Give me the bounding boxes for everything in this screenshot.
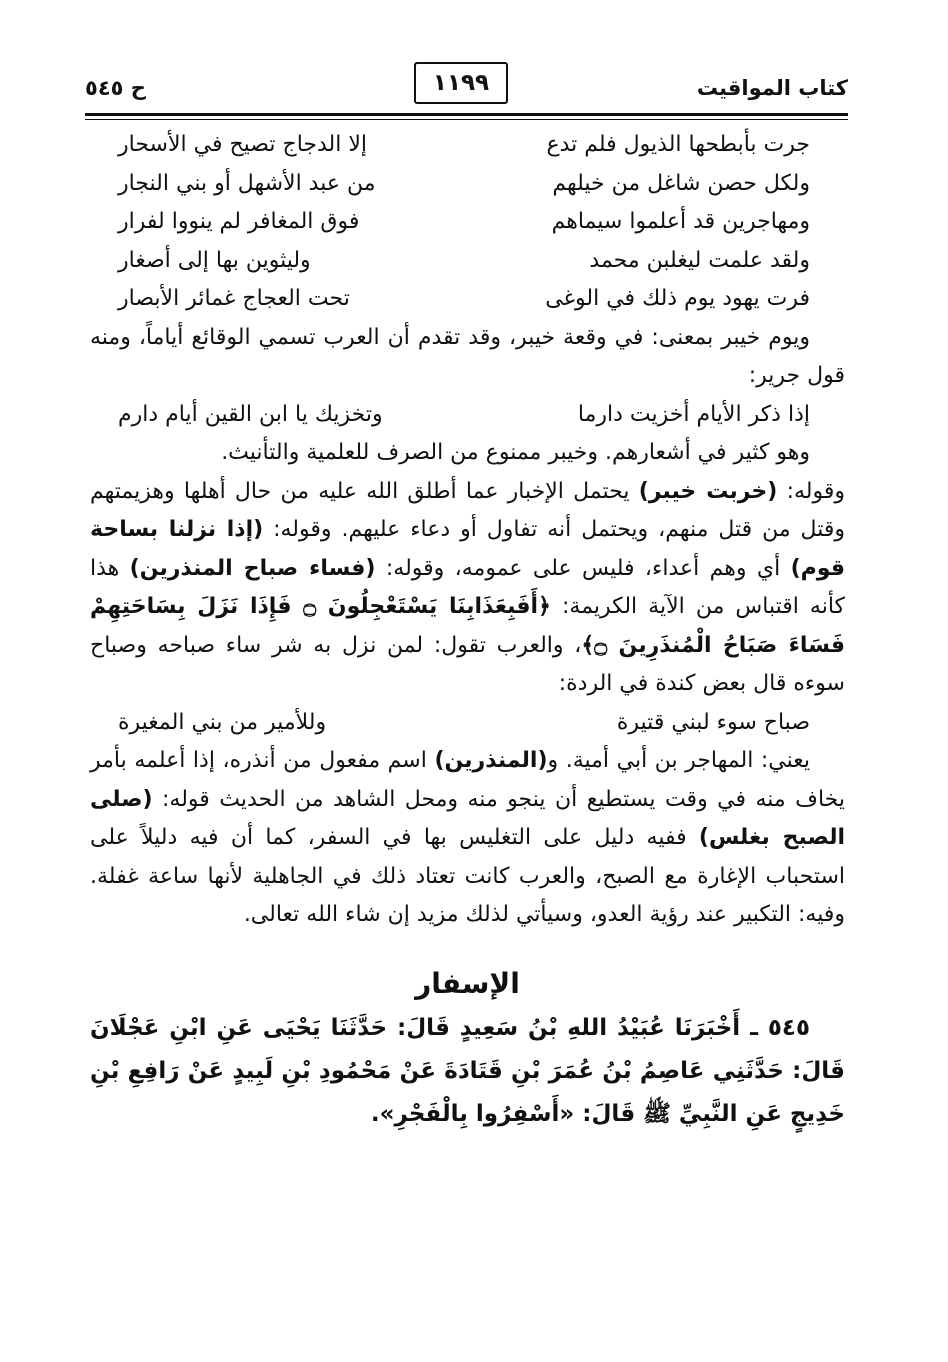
page-header (85, 62, 848, 118)
poem-verse (90, 165, 845, 204)
text-run: ، والعرب تقول: لمن نزل به شر ساء صباحه وصباح سوءه قال بعض كندة في الردة: (90, 632, 845, 696)
quran-verse: ﴿أَفَبِعَذَابِنَا يَسْتَعْجِلُونَ ۝ فَإِذَا نَزَلَ بِسَاحَتِهِمْ فَسَاءَ صَبَاحُ الْمُنذَرِينَ ۝﴾ (90, 594, 845, 658)
header-rule (85, 113, 848, 116)
verse-second-hemistich: وليثوين بها إلى أصغار (118, 247, 311, 273)
verse-first-hemistich: ولقد علمت ليغلبن محمد (589, 247, 810, 273)
hadith-text: ٥٤٥ ـ أَخْبَرَنَا عُبَيْدُ اللهِ بْنُ سَعِيدٍ قَالَ: حَدَّثَنَا يَحْيَى عَنِ ابْنِ عَجْلَانَ قَالَ: حَدَّثَنِي عَاصِمُ بْنُ عُمَرَ بْنِ قَتَادَةَ عَنْ مَحْمُودِ بْنِ لَبِيدٍ عَنْ رَافِعِ بْنِ خَدِيجٍ عَنِ النَّبِيِّ ﷺ قَالَ: «أَسْفِرُوا بِالْفَجْرِ». (90, 1014, 845, 1127)
verse-second-hemistich: تحت العجاج غمائر الأبصار (118, 286, 350, 311)
text-run: وقوله: (777, 478, 845, 504)
text-run: يعني: المهاجر بن أبي أمية. و (547, 748, 810, 773)
text-run: هذا كأنه اقتباس من الآية الكريمة: (90, 555, 845, 619)
section-heading: الإسفار (415, 966, 520, 1000)
hadith-reference: ح ٥٤٥ (85, 76, 146, 100)
bold-quote: (إذا نزلنا بساحة قوم) (90, 517, 846, 581)
paragraph: وهو كثير في أشعارهم. وخيبر ممنوع من الصرف للعلمية والتأنيث. (221, 440, 810, 465)
paragraph: ويوم خيبر بمعنى: في وقعة خيبر، وقد تقدم أن العرب تسمي الوقائع أياماً، ومنه قول جرير: (90, 324, 845, 388)
text-run: يحتمل الإخبار عما أطلق الله عليه من حال أهلها وهزيمتهم وقتل من قتل منهم، ويحتمل أنه تفاول أو دعاء عليهم. وقوله: (90, 478, 845, 542)
poem-verse (90, 280, 845, 319)
verse-second-hemistich: وللأمير من بني المغيرة (118, 709, 327, 735)
verse-second-hemistich: من عبد الأشهل أو بني النجار (118, 170, 376, 196)
verse-second-hemistich: فوق المغافر لم ينووا لفرار (118, 209, 360, 234)
bold-quote: (صلى الصبح بغلس) (90, 786, 845, 850)
bold-quote: (خربت خيبر) (638, 478, 778, 504)
poem-verse (90, 704, 845, 743)
verse-first-hemistich: فرت يهود يوم ذلك في الوغى (545, 286, 810, 311)
text-run: اسم مفعول من أنذره، إذا أعلمه بأمر يخاف منه في وقت يستطيع أن ينجو منه ومحل الشاهد من الحديث قوله: (90, 748, 845, 812)
header-rule-thin (85, 119, 848, 120)
poem-verse (90, 126, 845, 165)
poem-verse (90, 203, 845, 242)
book-title: كتاب المواقيت (696, 76, 848, 100)
text-run: أي وهم أعداء، فليس على عمومه، وقوله: (375, 555, 791, 581)
poem-verse (90, 396, 845, 435)
verse-first-hemistich: ومهاجرين قد أعلموا سيماهم (551, 209, 810, 234)
bold-quote: (فساء صباح المنذرين) (129, 555, 376, 581)
verse-second-hemistich: إلا الدجاج تصيح في الأسحار (118, 132, 368, 157)
verse-first-hemistich: صباح سوء لبني قتيرة (616, 709, 810, 735)
verse-first-hemistich: ولكل حصن شاغل من خيلهم (552, 170, 810, 196)
page-number: ١١٩٩ (414, 62, 508, 104)
text-run: ففيه دليل على التغليس بها في السفر، كما أن فيه دليلاً على استحباب الإغارة مع الصبح، والعرب كانت تعتاد ذلك في الجاهلية لأنها ساعة غفلة. وفيه: التكبير عند رؤية العدو، وسيأتي لذلك مزيد إن شاء الله تعالى. (90, 825, 845, 927)
verse-first-hemistich: جرت بأبطحها الذيول فلم تدع (546, 132, 810, 157)
verse-first-hemistich: إذا ذكر الأيام أخزيت دارما (577, 401, 810, 427)
verse-second-hemistich: وتخزيك يا ابن القين أيام دارم (118, 401, 383, 427)
poem-verse (90, 242, 845, 281)
bold-quote: (المنذرين) (434, 748, 548, 773)
page-body (90, 126, 845, 1136)
paragraph (90, 742, 845, 935)
paragraph (90, 473, 845, 704)
